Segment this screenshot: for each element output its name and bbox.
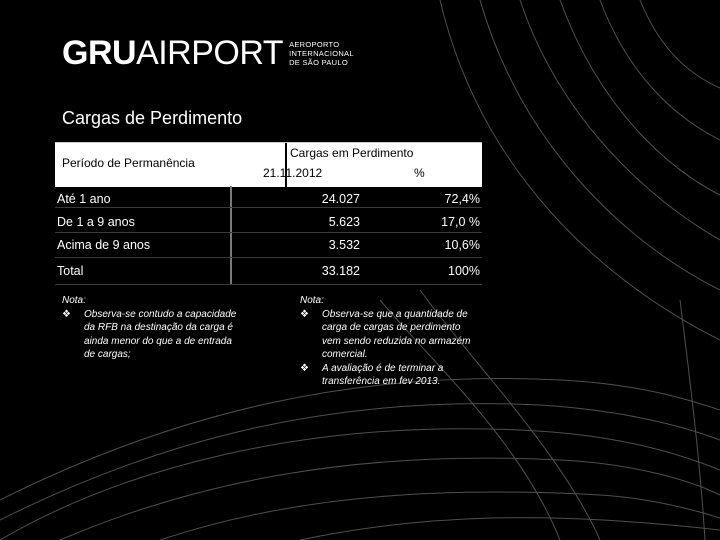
row-divider: [55, 207, 482, 208]
row-divider: [55, 284, 482, 285]
logo-wordmark: [62, 36, 283, 70]
note-bullet-text: Observa-se contudo a capacidade da RFB na destinação da carga é ainda menor do que a de entrada de cargas;: [84, 308, 237, 360]
header-date: 21.11.2012: [263, 166, 323, 180]
column-divider: [230, 186, 232, 284]
page-title: Cargas de Perdimento: [62, 108, 243, 128]
bullet-diamond-icon: ❖: [300, 362, 309, 374]
row-percent: 72,4%: [444, 192, 480, 206]
row-percent: 10,6%: [444, 238, 480, 252]
row-label: Total: [57, 264, 84, 278]
row-divider: [55, 257, 482, 258]
row-percent: 100%: [448, 264, 480, 278]
row-label: Acima de 9 anos: [57, 238, 151, 252]
logo-subtitle-line: AEROPORTO: [289, 39, 340, 49]
row-percent: 17,0 %: [441, 215, 480, 229]
logo-brand-light: AIRPORT: [136, 34, 284, 72]
note-bullet: [300, 362, 472, 389]
row-value: 3.532: [328, 238, 360, 252]
logo-brand-bold: GRU: [62, 34, 137, 72]
gru-airport-logo: [62, 36, 354, 70]
header-periodo: Período de Permanência: [62, 156, 195, 170]
row-divider: [55, 232, 482, 233]
logo-subtitle: [289, 40, 354, 67]
logo-subtitle-line: INTERNACIONAL: [289, 48, 354, 58]
row-label: De 1 a 9 anos: [57, 215, 135, 229]
header-column-divider: [285, 143, 287, 187]
row-value: 24.027: [321, 192, 360, 206]
note-bullet-text: A avaliação é de terminar a transferência em fev 2013.: [322, 362, 444, 387]
note-left: [62, 294, 240, 362]
row-label: Até 1 ano: [57, 192, 111, 206]
bullet-diamond-icon: ❖: [300, 308, 309, 320]
note-bullet: [300, 308, 472, 362]
row-value: 5.623: [328, 215, 360, 229]
note-right: [300, 294, 472, 389]
logo-subtitle-line: DE SÃO PAULO: [289, 57, 348, 67]
row-value: 33.182: [321, 264, 360, 278]
note-title: Nota:: [300, 295, 324, 306]
bullet-diamond-icon: ❖: [62, 308, 71, 320]
note-bullet-text: Observa-se que a quantidade de carga de cargas de perdimento vem sendo reduzida no armazém comercial.: [322, 308, 471, 360]
header-percent: %: [414, 166, 425, 180]
header-cargas: Cargas em Perdimento: [290, 146, 414, 160]
note-bullet: [62, 308, 240, 362]
note-title: Nota:: [62, 295, 86, 306]
